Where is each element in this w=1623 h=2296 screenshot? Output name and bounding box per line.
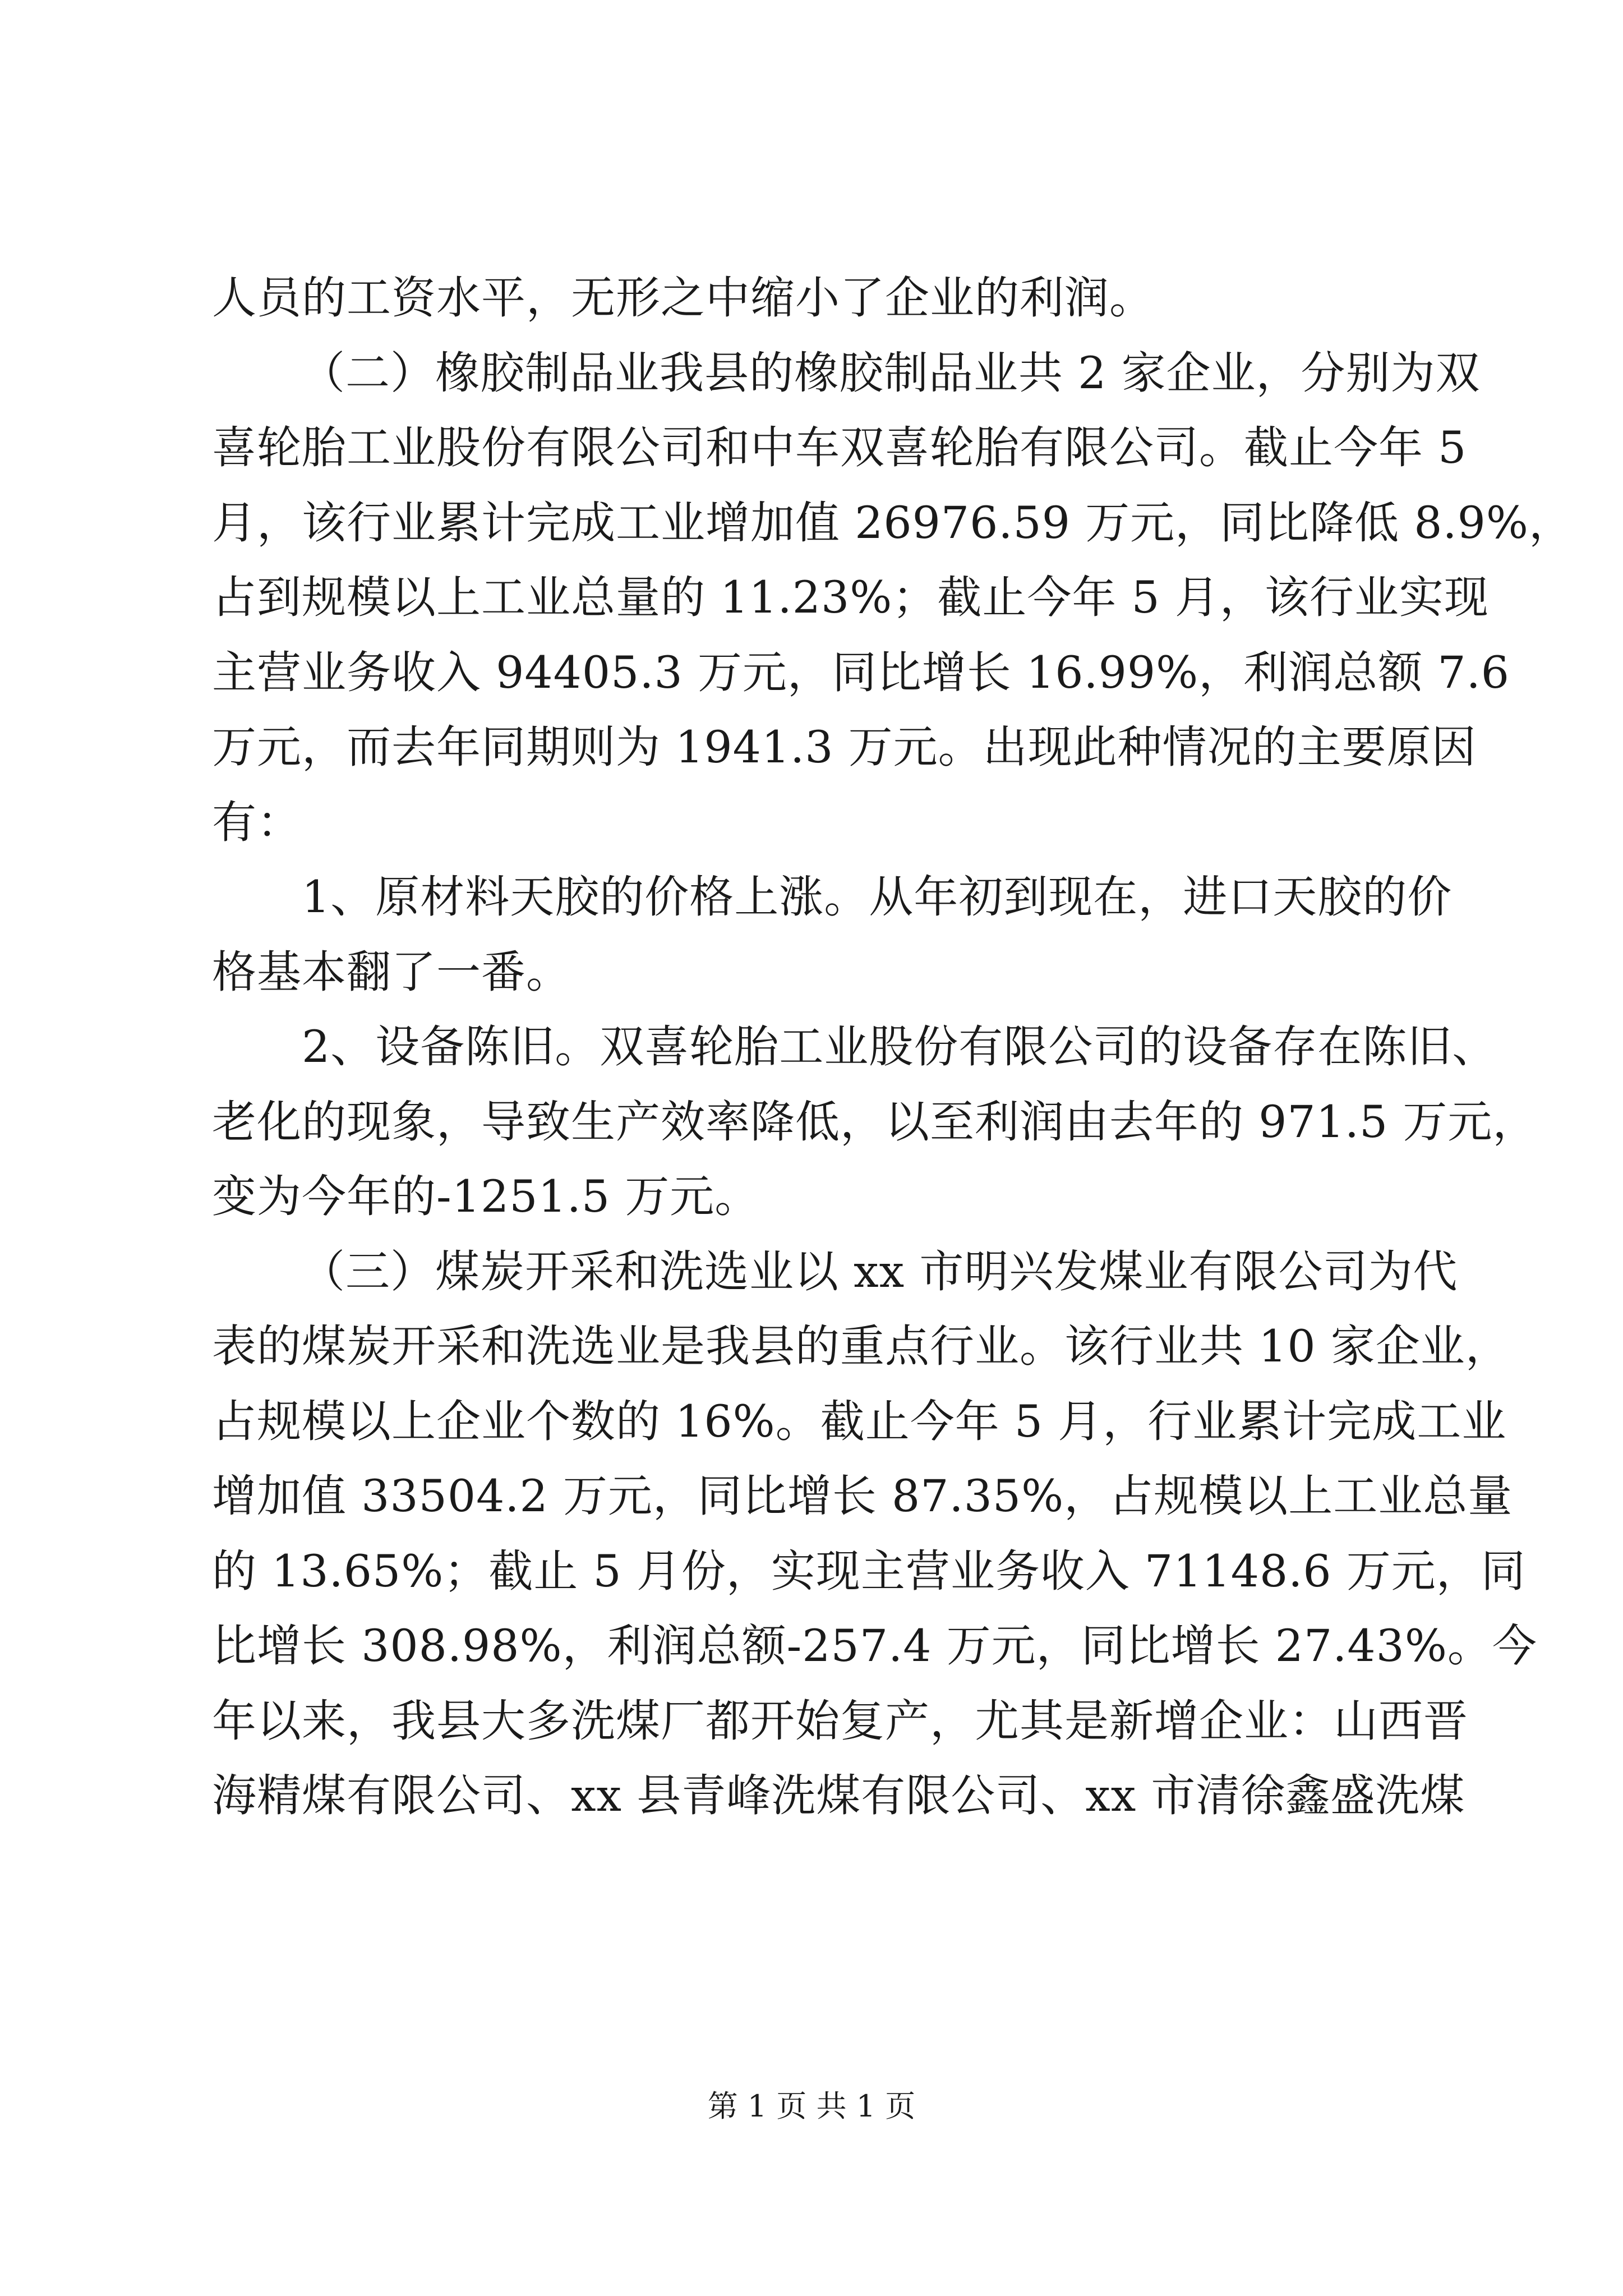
list-item-line: 2、设备陈旧。双喜轮胎工业股份有限公司的设备存在陈旧、 — [302, 1021, 1497, 1073]
text-line: 海精煤有限公司、xx 县青峰洗煤有限公司、xx 市清徐鑫盛洗煤 — [212, 1770, 1465, 1821]
text-line: 喜轮胎工业股份有限公司和中车双喜轮胎有限公司。截止今年 5 — [212, 422, 1467, 473]
text-line: 格基本翻了一番。 — [212, 946, 571, 998]
text-line: 有： — [212, 796, 302, 848]
list-item-line: 1、原材料天胶的价格上涨。从年初到现在，进口天胶的价 — [302, 871, 1453, 923]
section-heading-line: （二）橡胶制品业我县的橡胶制品业共 2 家企业，分别为双 — [301, 347, 1481, 399]
text-line: 变为今年的-1251.5 万元。 — [212, 1171, 760, 1222]
text-line: 占规模以上企业个数的 16%。截止今年 5 月，行业累计完成工业 — [212, 1395, 1507, 1447]
text-line: 主营业务收入 94405.3 万元，同比增长 16.99%，利润总额 7.6 — [212, 646, 1510, 698]
section-heading-line: （三）煤炭开采和洗选业以 xx 市明兴发煤业有限公司为代 — [301, 1245, 1458, 1297]
text-line: 人员的工资水平，无形之中缩小了企业的利润。 — [212, 272, 1154, 324]
page-footer — [0, 2084, 1623, 2129]
document-body — [212, 261, 1574, 1834]
text-line: 占到规模以上工业总量的 11.23%；截止今年 5 月，该行业实现 — [212, 572, 1489, 623]
page-number-label: 第 1 页 共 1 页 — [707, 2088, 916, 2124]
text-line: 月，该行业累计完成工业增加值 26976.59 万元，同比降低 8.9%， — [212, 496, 1574, 549]
text-line: 增加值 33504.2 万元，同比增长 87.35%，占规模以上工业总量 — [212, 1470, 1513, 1522]
text-line: 年以来，我县大多洗煤厂都开始复产，尤其是新增企业：山西晋 — [212, 1695, 1468, 1747]
text-line: 比增长 308.98%，利润总额-257.4 万元，同比增长 27.43%。今 — [212, 1620, 1537, 1672]
text-line: 表的煤炭开采和洗选业是我县的重点行业。该行业共 10 家企业， — [212, 1320, 1510, 1372]
text-line: 老化的现象，导致生产效率降低，以至利润由去年的 971.5 万元， — [212, 1096, 1538, 1148]
text-line: 万元，而去年同期则为 1941.3 万元。出现此种情况的主要原因 — [212, 721, 1477, 773]
text-line: 的 13.65%；截止 5 月份，实现主营业务收入 71148.6 万元，同 — [212, 1545, 1526, 1597]
